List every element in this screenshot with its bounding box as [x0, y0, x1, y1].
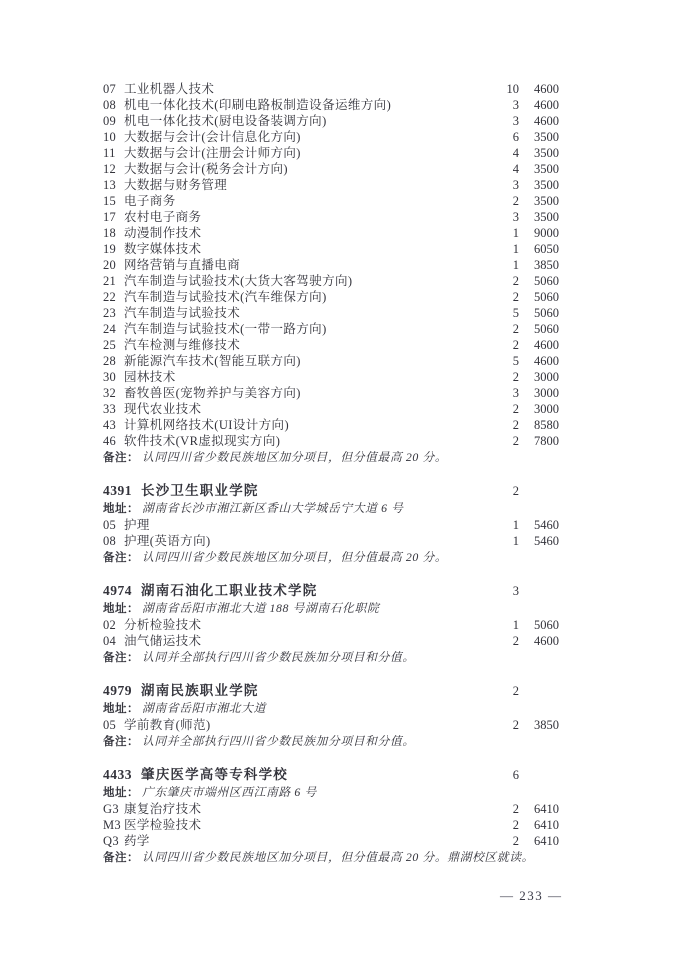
program-code: 05	[103, 518, 117, 532]
program-row	[103, 257, 559, 273]
school-section	[103, 682, 559, 750]
program-code: 20	[103, 258, 117, 272]
address-row	[103, 784, 559, 801]
program-row	[103, 353, 559, 369]
program-row	[103, 81, 559, 97]
program-name: 电子商务	[124, 194, 176, 208]
program-plan-count: 2	[512, 418, 519, 432]
program-row	[103, 129, 559, 145]
address-label: 地址：	[103, 603, 139, 615]
program-fee: 5060	[534, 274, 559, 288]
document-content	[103, 81, 559, 866]
program-row	[103, 161, 559, 177]
address-label: 地址：	[103, 703, 139, 715]
program-fee: 4600	[534, 634, 559, 648]
school-section	[103, 766, 559, 866]
program-fee: 3000	[534, 402, 559, 416]
program-name: 汽车制造与试验技术(一带一路方向)	[124, 322, 327, 336]
program-fee: 3000	[534, 370, 559, 384]
school-header-row	[103, 482, 559, 500]
program-code: 08	[103, 534, 117, 548]
program-row	[103, 433, 559, 449]
program-fee: 3850	[534, 258, 559, 272]
program-plan-count: 3	[512, 98, 519, 112]
school-plan-count: 3	[512, 584, 519, 598]
remark-label: 备注：	[103, 852, 139, 864]
program-name: 汽车检测与维修技术	[124, 338, 241, 352]
remark-text: 认同并全部执行四川省少数民族加分项目和分值。	[142, 734, 415, 748]
program-code: 21	[103, 274, 117, 288]
program-plan-count: 2	[512, 194, 519, 208]
remark-row	[103, 849, 559, 866]
remark-text: 认同四川省少数民族地区加分项目，但分值最高 20 分。鼎湖校区就读。	[142, 850, 535, 864]
program-plan-count: 2	[512, 322, 519, 336]
program-name: 大数据与会计(税务会计方向)	[124, 162, 288, 176]
program-code: Q3	[103, 834, 119, 848]
program-name: 学前教育(师范)	[124, 718, 211, 732]
program-plan-count: 2	[512, 718, 519, 732]
program-fee: 3500	[534, 146, 559, 160]
address-text: 湖南省岳阳市湘北大道 188 号湖南石化职院	[142, 601, 380, 615]
program-code: 11	[103, 146, 116, 160]
program-fee: 6050	[534, 242, 559, 256]
program-code: 15	[103, 194, 117, 208]
program-name: 数字媒体技术	[124, 242, 202, 256]
school-name: 肇庆医学高等专科学校	[141, 767, 288, 782]
program-plan-count: 5	[512, 306, 519, 320]
program-plan-count: 2	[512, 338, 519, 352]
program-fee: 5460	[534, 534, 559, 548]
program-code: 30	[103, 370, 117, 384]
school-code: 4391	[103, 483, 132, 498]
program-plan-count: 1	[512, 518, 519, 532]
program-fee: 4600	[534, 82, 559, 96]
address-row	[103, 500, 559, 517]
program-code: M3	[103, 818, 121, 832]
address-row	[103, 700, 559, 717]
school-name: 长沙卫生职业学院	[141, 483, 259, 498]
program-plan-count: 1	[512, 534, 519, 548]
program-plan-count: 3	[512, 210, 519, 224]
program-code: 05	[103, 718, 117, 732]
school-plan-count: 2	[512, 484, 519, 498]
program-fee: 3850	[534, 718, 559, 732]
program-row	[103, 717, 559, 733]
program-row	[103, 417, 559, 433]
program-name: 康复治疗技术	[124, 802, 202, 816]
remark-text: 认同四川省少数民族地区加分项目，但分值最高 20 分。	[142, 450, 448, 464]
program-code: 10	[103, 130, 117, 144]
page-number: — 233 —	[500, 888, 563, 903]
remark-row	[103, 733, 559, 750]
program-row	[103, 369, 559, 385]
program-fee: 4600	[534, 338, 559, 352]
address-label: 地址：	[103, 787, 139, 799]
program-plan-count: 2	[512, 274, 519, 288]
program-row	[103, 385, 559, 401]
program-fee: 3500	[534, 210, 559, 224]
program-plan-count: 4	[512, 162, 519, 176]
program-fee: 5060	[534, 322, 559, 336]
program-name: 园林技术	[124, 370, 176, 384]
program-name: 工业机器人技术	[124, 82, 215, 96]
school-section	[103, 582, 559, 666]
program-name: 油气储运技术	[124, 634, 202, 648]
program-row	[103, 145, 559, 161]
program-name: 医学检验技术	[124, 818, 202, 832]
school-code: 4979	[103, 683, 132, 698]
program-name: 新能源汽车技术(智能互联方向)	[124, 354, 301, 368]
program-code: 04	[103, 634, 117, 648]
program-name: 动漫制作技术	[124, 226, 202, 240]
program-name: 护理	[124, 518, 150, 532]
program-row	[103, 401, 559, 417]
program-name: 计算机网络技术(UI设计方向)	[124, 418, 290, 432]
program-code: 25	[103, 338, 117, 352]
remark-row	[103, 549, 559, 566]
program-row	[103, 533, 559, 549]
program-fee: 4600	[534, 354, 559, 368]
program-row	[103, 225, 559, 241]
program-plan-count: 1	[512, 226, 519, 240]
program-fee: 6410	[534, 834, 559, 848]
program-name: 药学	[124, 834, 150, 848]
program-row	[103, 617, 559, 633]
program-plan-count: 2	[512, 290, 519, 304]
program-plan-count: 1	[512, 618, 519, 632]
program-name: 大数据与财务管理	[124, 178, 228, 192]
program-plan-count: 3	[512, 114, 519, 128]
program-code: 32	[103, 386, 117, 400]
program-plan-count: 6	[512, 130, 519, 144]
program-name: 汽车制造与试验技术	[124, 306, 241, 320]
remark-row	[103, 449, 559, 466]
address-text: 湖南省长沙市湘江新区香山大学城岳宁大道 6 号	[142, 501, 404, 515]
program-code: 19	[103, 242, 117, 256]
program-code: 46	[103, 434, 117, 448]
program-fee: 3500	[534, 130, 559, 144]
program-fee: 3500	[534, 162, 559, 176]
program-name: 机电一体化技术(厨电设备装调方向)	[124, 114, 327, 128]
remark-label: 备注：	[103, 452, 139, 464]
program-row	[103, 801, 559, 817]
school-header-row	[103, 766, 559, 784]
school-name: 湖南石油化工职业技术学院	[141, 583, 318, 598]
program-name: 农村电子商务	[124, 210, 202, 224]
program-row	[103, 633, 559, 649]
program-code: 43	[103, 418, 117, 432]
school-header-row	[103, 682, 559, 700]
program-code: 08	[103, 98, 117, 112]
remark-text: 认同并全部执行四川省少数民族加分项目和分值。	[142, 650, 415, 664]
program-row	[103, 321, 559, 337]
program-row	[103, 817, 559, 833]
program-code: 13	[103, 178, 117, 192]
program-name: 机电一体化技术(印刷电路板制造设备运维方向)	[124, 98, 392, 112]
program-fee: 5460	[534, 518, 559, 532]
program-code: 22	[103, 290, 117, 304]
program-row	[103, 209, 559, 225]
program-fee: 9000	[534, 226, 559, 240]
program-plan-count: 1	[512, 258, 519, 272]
program-name: 软件技术(VR虚拟现实方向)	[124, 434, 281, 448]
program-name: 汽车制造与试验技术(汽车维保方向)	[124, 290, 327, 304]
program-code: 33	[103, 402, 117, 416]
remark-row	[103, 649, 559, 666]
program-plan-count: 10	[506, 82, 519, 96]
program-fee: 7800	[534, 434, 559, 448]
program-name: 大数据与会计(会计信息化方向)	[124, 130, 301, 144]
program-plan-count: 2	[512, 370, 519, 384]
program-row	[103, 113, 559, 129]
school-code: 4974	[103, 583, 132, 598]
program-fee: 5060	[534, 618, 559, 632]
program-code: 07	[103, 82, 117, 96]
program-fee: 6410	[534, 802, 559, 816]
program-row	[103, 833, 559, 849]
program-row	[103, 337, 559, 353]
program-fee: 6410	[534, 818, 559, 832]
program-fee: 4600	[534, 114, 559, 128]
remark-text: 认同四川省少数民族地区加分项目，但分值最高 20 分。	[142, 550, 448, 564]
program-plan-count: 3	[512, 178, 519, 192]
program-row	[103, 289, 559, 305]
program-plan-count: 4	[512, 146, 519, 160]
program-code: 12	[103, 162, 117, 176]
program-plan-count: 2	[512, 834, 519, 848]
program-code: 18	[103, 226, 117, 240]
program-name: 大数据与会计(注册会计师方向)	[124, 146, 301, 160]
program-code: 23	[103, 306, 117, 320]
program-fee: 3000	[534, 386, 559, 400]
program-name: 汽车制造与试验技术(大货大客驾驶方向)	[124, 274, 353, 288]
program-code: 17	[103, 210, 117, 224]
program-row	[103, 305, 559, 321]
program-code: 02	[103, 618, 117, 632]
school-section	[103, 482, 559, 566]
program-code: 28	[103, 354, 117, 368]
program-name: 护理(英语方向)	[124, 534, 211, 548]
remark-label: 备注：	[103, 552, 139, 564]
school-header-row	[103, 582, 559, 600]
program-row	[103, 273, 559, 289]
program-name: 畜牧兽医(宠物养护与美容方向)	[124, 386, 301, 400]
program-fee: 3500	[534, 194, 559, 208]
school-name: 湖南民族职业学院	[141, 683, 259, 698]
program-code: 24	[103, 322, 117, 336]
address-row	[103, 600, 559, 617]
program-row	[103, 517, 559, 533]
address-text: 广东肇庆市端州区西江南路 6 号	[142, 785, 317, 799]
program-plan-count: 2	[512, 402, 519, 416]
program-plan-count: 1	[512, 242, 519, 256]
program-fee: 4600	[534, 98, 559, 112]
program-name: 分析检验技术	[124, 618, 202, 632]
program-plan-count: 2	[512, 802, 519, 816]
program-fee: 3500	[534, 178, 559, 192]
remark-label: 备注：	[103, 736, 139, 748]
program-plan-count: 2	[512, 818, 519, 832]
program-plan-count: 3	[512, 386, 519, 400]
program-fee: 5060	[534, 306, 559, 320]
address-text: 湖南省岳阳市湘北大道	[142, 701, 266, 715]
program-plan-count: 2	[512, 434, 519, 448]
program-row	[103, 193, 559, 209]
remark-label: 备注：	[103, 652, 139, 664]
program-code: G3	[103, 802, 119, 816]
program-row	[103, 97, 559, 113]
school-section	[103, 81, 559, 466]
program-row	[103, 241, 559, 257]
address-label: 地址：	[103, 503, 139, 515]
school-plan-count: 2	[512, 684, 519, 698]
program-code: 09	[103, 114, 117, 128]
program-name: 现代农业技术	[124, 402, 202, 416]
program-fee: 8580	[534, 418, 559, 432]
program-plan-count: 2	[512, 634, 519, 648]
program-plan-count: 5	[512, 354, 519, 368]
school-plan-count: 6	[512, 768, 519, 782]
program-name: 网络营销与直播电商	[124, 258, 241, 272]
school-code: 4433	[103, 767, 132, 782]
program-fee: 5060	[534, 290, 559, 304]
program-row	[103, 177, 559, 193]
